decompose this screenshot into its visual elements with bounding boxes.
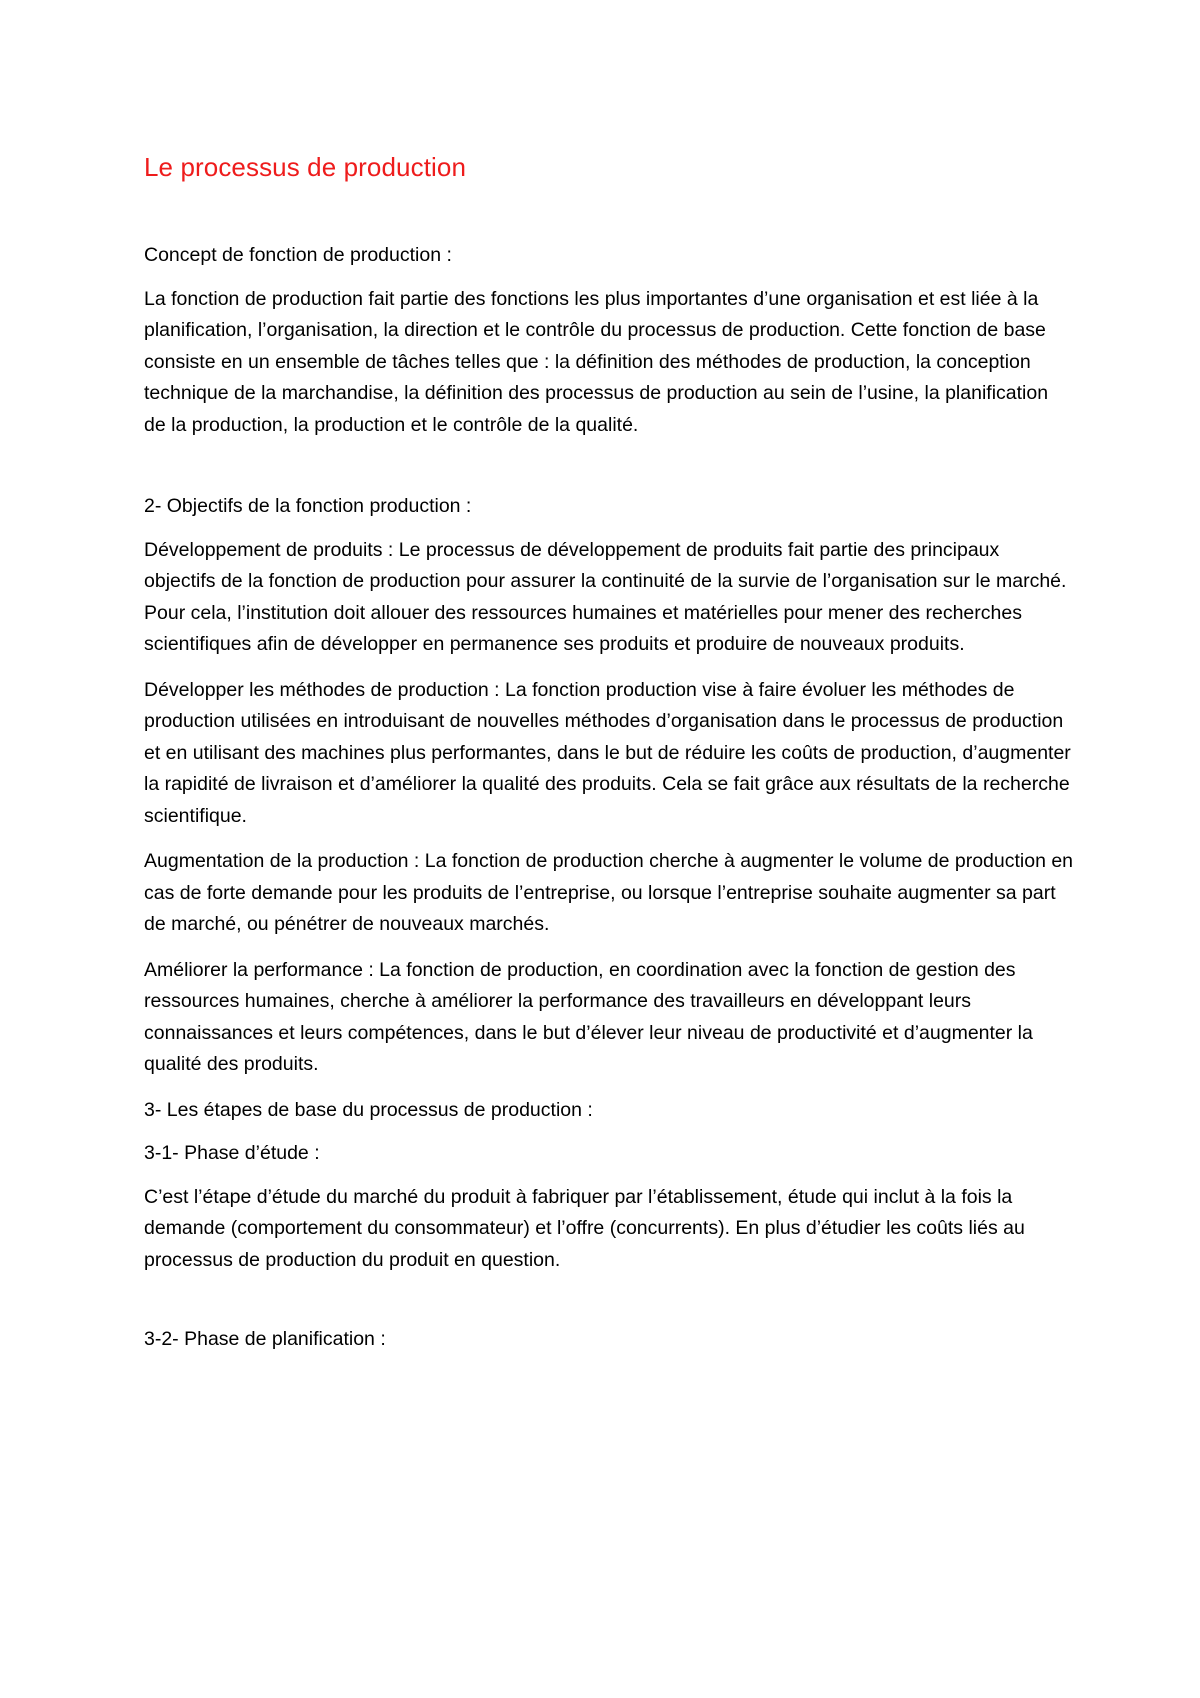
phase-2-heading: 3-2- Phase de planification : bbox=[144, 1328, 386, 1350]
steps-heading: 3- Les étapes de base du processus de production : bbox=[144, 1098, 593, 1121]
concept-heading: Concept de fonction de production : bbox=[144, 244, 452, 266]
phase-1-heading: 3-1- Phase d’étude : bbox=[144, 1142, 320, 1164]
objective-paragraph-4: Améliorer la performance : La fonction de production, en coordination avec la fonction de gestion des ressources humaines, cherche à améliorer la performance des travailleurs en développant leurs connaissances et leurs compétences, dans le but d’élever leur niveau de productivité et d’augmenter la qualité des produits. bbox=[144, 958, 1033, 1075]
objective-paragraph-3: Augmentation de la production : La fonction de production cherche à augmenter le volume de production en cas de forte demande pour les produits de l’entreprise, ou lorsque l’entreprise souhaite augmenter sa part de marché, ou pénétrer de nouveaux marchés. bbox=[144, 850, 1074, 935]
concept-paragraph: La fonction de production fait partie des fonctions les plus importantes d’une organisation et est liée à la planification, l’organisation, la direction et le contrôle du processus de production. Cette fonction de base consiste en un ensemble de tâches telles que : la définition des méthodes de production, la conception technique de la marchandise, la définition des processus de production au sein de l’usine, la planification de la production, la production et le contrôle de la qualité. bbox=[144, 287, 1049, 436]
document-title: Le processus de production bbox=[144, 152, 467, 182]
objective-paragraph-2: Développer les méthodes de production : La fonction production vise à faire évoluer les méthodes de production utilisées en introduisant de nouvelles méthodes d’organisation dans le processus de production et en utilisant des machines plus performantes, dans le but de réduire les coûts de production, d’augmenter la rapidité de livraison et d’améliorer la qualité des produits. Cela se fait grâce aux résultats de la recherche scientifique. bbox=[144, 678, 1071, 827]
objective-paragraph-1: Développement de produits : Le processus de développement de produits fait partie des principaux objectifs de la fonction de production pour assurer la continuité de la survie de l’organisation sur le marché. Pour cela, l’institution doit allouer des ressources humaines et matérielles pour mener des recherches scientifiques afin de développer en permanence ses produits et produire de nouveaux produits. bbox=[144, 538, 1067, 655]
document-body bbox=[144, 150, 1074, 1368]
objectives-heading: 2- Objectifs de la fonction production : bbox=[144, 495, 472, 517]
phase-1-paragraph: C’est l’étape d’étude du marché du produit à fabriquer par l’établissement, étude qui inclut à la fois la demande (comportement du consommateur) et l’offre (concurrents). En plus d’étudier les coûts liés au processus de production du produit en question. bbox=[144, 1185, 1025, 1271]
